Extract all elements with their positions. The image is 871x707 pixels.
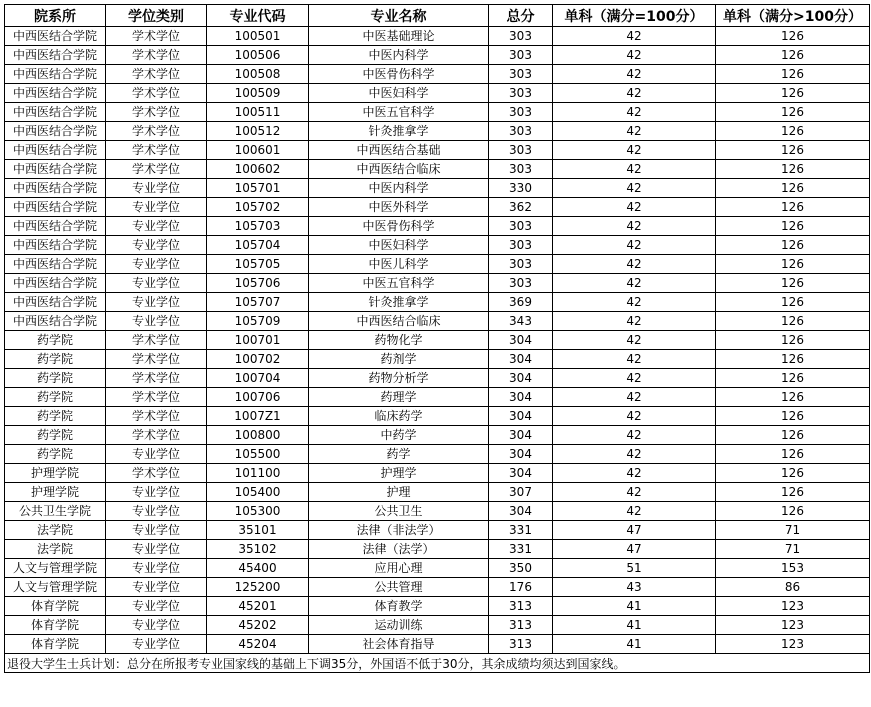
cell-degree-type: 学术学位	[106, 464, 207, 483]
cell-degree-type: 专业学位	[106, 559, 207, 578]
cell-degree-type: 专业学位	[106, 616, 207, 635]
cell-single-over-100: 126	[716, 502, 870, 521]
table-row	[5, 217, 870, 236]
cell-single-over-100: 71	[716, 540, 870, 559]
table-row	[5, 597, 870, 616]
cell-single-over-100: 126	[716, 445, 870, 464]
cell-major-code: 105703	[207, 217, 309, 236]
table-row	[5, 616, 870, 635]
cell-total-score: 304	[489, 445, 553, 464]
cell-total-score: 362	[489, 198, 553, 217]
table-row	[5, 179, 870, 198]
cell-degree-type: 学术学位	[106, 65, 207, 84]
cell-major-name: 药物分析学	[309, 369, 489, 388]
cell-department: 药学院	[5, 350, 106, 369]
cell-single-100: 42	[553, 255, 716, 274]
table-row	[5, 559, 870, 578]
cell-department: 人文与管理学院	[5, 578, 106, 597]
cell-single-over-100: 126	[716, 312, 870, 331]
cell-major-name: 中西医结合临床	[309, 160, 489, 179]
cell-major-code: 100601	[207, 141, 309, 160]
cell-single-over-100: 153	[716, 559, 870, 578]
cell-single-over-100: 126	[716, 141, 870, 160]
cell-major-name: 体育教学	[309, 597, 489, 616]
table-row	[5, 502, 870, 521]
cell-degree-type: 专业学位	[106, 540, 207, 559]
cell-single-over-100: 86	[716, 578, 870, 597]
cell-department: 人文与管理学院	[5, 559, 106, 578]
footnote: 退役大学生士兵计划：总分在所报考专业国家线的基础上下调35分，外国语不低于30分，其余成绩均须达到国家线。	[5, 654, 870, 673]
cell-total-score: 331	[489, 521, 553, 540]
table-row	[5, 103, 870, 122]
table-row	[5, 84, 870, 103]
cell-major-name: 药理学	[309, 388, 489, 407]
cell-degree-type: 专业学位	[106, 274, 207, 293]
cell-single-100: 42	[553, 122, 716, 141]
cell-major-code: 100501	[207, 27, 309, 46]
cell-degree-type: 专业学位	[106, 255, 207, 274]
cell-department: 中西医结合学院	[5, 217, 106, 236]
cell-single-over-100: 126	[716, 179, 870, 198]
cell-department: 中西医结合学院	[5, 179, 106, 198]
table-row	[5, 369, 870, 388]
cell-major-name: 药剂学	[309, 350, 489, 369]
cell-single-100: 42	[553, 179, 716, 198]
cell-total-score: 304	[489, 331, 553, 350]
cell-single-100: 47	[553, 521, 716, 540]
cell-total-score: 331	[489, 540, 553, 559]
cell-degree-type: 专业学位	[106, 502, 207, 521]
cell-department: 中西医结合学院	[5, 293, 106, 312]
cell-degree-type: 专业学位	[106, 293, 207, 312]
cell-single-100: 41	[553, 597, 716, 616]
cell-major-code: 100511	[207, 103, 309, 122]
cell-degree-type: 专业学位	[106, 483, 207, 502]
cell-major-code: 105702	[207, 198, 309, 217]
cell-degree-type: 学术学位	[106, 369, 207, 388]
cell-major-name: 中医妇科学	[309, 84, 489, 103]
cell-major-code: 45202	[207, 616, 309, 635]
cell-major-name: 药学	[309, 445, 489, 464]
table-row	[5, 46, 870, 65]
cell-major-code: 100512	[207, 122, 309, 141]
cell-single-over-100: 71	[716, 521, 870, 540]
table-row	[5, 445, 870, 464]
table-row	[5, 122, 870, 141]
cell-major-code: 105705	[207, 255, 309, 274]
cell-single-over-100: 126	[716, 198, 870, 217]
cell-major-name: 应用心理	[309, 559, 489, 578]
table-row	[5, 388, 870, 407]
cell-major-code: 100702	[207, 350, 309, 369]
cell-single-100: 42	[553, 103, 716, 122]
table-row	[5, 464, 870, 483]
cell-major-code: 105300	[207, 502, 309, 521]
cell-single-100: 42	[553, 198, 716, 217]
cell-total-score: 304	[489, 388, 553, 407]
cell-degree-type: 专业学位	[106, 236, 207, 255]
score-table-container	[4, 4, 869, 673]
cell-single-100: 42	[553, 369, 716, 388]
cell-single-100: 42	[553, 464, 716, 483]
cell-major-name: 中医儿科学	[309, 255, 489, 274]
cell-major-name: 运动训练	[309, 616, 489, 635]
cell-total-score: 303	[489, 103, 553, 122]
cell-single-100: 41	[553, 616, 716, 635]
cell-department: 药学院	[5, 407, 106, 426]
cell-total-score: 313	[489, 635, 553, 654]
cell-major-name: 中医骨伤科学	[309, 65, 489, 84]
cell-major-name: 法律（法学）	[309, 540, 489, 559]
cell-major-name: 公共管理	[309, 578, 489, 597]
cell-department: 公共卫生学院	[5, 502, 106, 521]
table-row	[5, 483, 870, 502]
cell-major-code: 100701	[207, 331, 309, 350]
cell-degree-type: 学术学位	[106, 160, 207, 179]
cell-single-100: 42	[553, 236, 716, 255]
cell-major-code: 100800	[207, 426, 309, 445]
table-row	[5, 331, 870, 350]
cell-major-code: 101100	[207, 464, 309, 483]
cell-total-score: 330	[489, 179, 553, 198]
cell-total-score: 350	[489, 559, 553, 578]
cell-department: 法学院	[5, 521, 106, 540]
cell-major-name: 中医内科学	[309, 179, 489, 198]
cell-single-100: 42	[553, 217, 716, 236]
cell-major-code: 105706	[207, 274, 309, 293]
cell-department: 体育学院	[5, 597, 106, 616]
cell-major-name: 中医五官科学	[309, 274, 489, 293]
cell-single-over-100: 126	[716, 274, 870, 293]
cell-total-score: 303	[489, 141, 553, 160]
cell-single-100: 42	[553, 160, 716, 179]
cell-department: 药学院	[5, 426, 106, 445]
cell-single-over-100: 123	[716, 597, 870, 616]
cell-single-100: 42	[553, 312, 716, 331]
table-header-row	[5, 5, 870, 27]
cell-department: 中西医结合学院	[5, 84, 106, 103]
cell-degree-type: 专业学位	[106, 521, 207, 540]
cell-degree-type: 学术学位	[106, 331, 207, 350]
cell-total-score: 343	[489, 312, 553, 331]
cell-degree-type: 学术学位	[106, 84, 207, 103]
cell-department: 药学院	[5, 388, 106, 407]
cell-single-100: 42	[553, 84, 716, 103]
header-major-name: 专业名称	[309, 5, 489, 27]
cell-total-score: 369	[489, 293, 553, 312]
cell-degree-type: 学术学位	[106, 407, 207, 426]
cell-department: 中西医结合学院	[5, 236, 106, 255]
cell-single-100: 42	[553, 350, 716, 369]
table-row	[5, 274, 870, 293]
cell-major-code: 45400	[207, 559, 309, 578]
table-row	[5, 293, 870, 312]
cell-single-100: 42	[553, 483, 716, 502]
cell-major-code: 45201	[207, 597, 309, 616]
cell-total-score: 304	[489, 369, 553, 388]
table-row	[5, 160, 870, 179]
cell-major-name: 护理学	[309, 464, 489, 483]
table-row	[5, 540, 870, 559]
cell-single-100: 42	[553, 388, 716, 407]
cell-major-name: 中西医结合基础	[309, 141, 489, 160]
cell-degree-type: 专业学位	[106, 217, 207, 236]
table-row	[5, 350, 870, 369]
cell-department: 中西医结合学院	[5, 141, 106, 160]
table-row	[5, 255, 870, 274]
cell-major-code: 105500	[207, 445, 309, 464]
cell-major-name: 中医妇科学	[309, 236, 489, 255]
table-row	[5, 521, 870, 540]
cell-total-score: 313	[489, 597, 553, 616]
cell-major-code: 125200	[207, 578, 309, 597]
cell-total-score: 303	[489, 122, 553, 141]
cell-single-over-100: 123	[716, 635, 870, 654]
cell-department: 药学院	[5, 331, 106, 350]
cell-department: 中西医结合学院	[5, 65, 106, 84]
cell-major-name: 药物化学	[309, 331, 489, 350]
cell-major-name: 护理	[309, 483, 489, 502]
cell-major-code: 1007Z1	[207, 407, 309, 426]
cell-total-score: 304	[489, 407, 553, 426]
table-body	[5, 27, 870, 654]
cell-degree-type: 专业学位	[106, 445, 207, 464]
cell-total-score: 303	[489, 160, 553, 179]
cell-degree-type: 专业学位	[106, 578, 207, 597]
cell-single-100: 42	[553, 445, 716, 464]
cell-single-100: 42	[553, 293, 716, 312]
cell-degree-type: 学术学位	[106, 426, 207, 445]
table-row	[5, 198, 870, 217]
cell-total-score: 313	[489, 616, 553, 635]
cell-major-code: 100508	[207, 65, 309, 84]
cell-major-name: 中医基础理论	[309, 27, 489, 46]
cell-single-100: 42	[553, 502, 716, 521]
cell-major-name: 中医骨伤科学	[309, 217, 489, 236]
cell-total-score: 303	[489, 217, 553, 236]
cell-department: 中西医结合学院	[5, 312, 106, 331]
cell-department: 中西医结合学院	[5, 122, 106, 141]
cell-department: 药学院	[5, 369, 106, 388]
cell-single-100: 42	[553, 426, 716, 445]
cell-degree-type: 学术学位	[106, 122, 207, 141]
cell-major-name: 中医外科学	[309, 198, 489, 217]
cell-single-100: 42	[553, 331, 716, 350]
header-major-code: 专业代码	[207, 5, 309, 27]
cell-major-name: 针灸推拿学	[309, 122, 489, 141]
cell-total-score: 304	[489, 464, 553, 483]
cell-major-code: 100509	[207, 84, 309, 103]
cell-major-code: 105704	[207, 236, 309, 255]
cell-department: 中西医结合学院	[5, 198, 106, 217]
cell-major-code: 100706	[207, 388, 309, 407]
cell-total-score: 303	[489, 46, 553, 65]
cell-total-score: 303	[489, 274, 553, 293]
table-row	[5, 407, 870, 426]
cell-single-over-100: 126	[716, 236, 870, 255]
cell-single-100: 47	[553, 540, 716, 559]
cell-total-score: 303	[489, 65, 553, 84]
header-degree-type: 学位类别	[106, 5, 207, 27]
score-table	[4, 4, 870, 673]
table-row	[5, 635, 870, 654]
cell-major-code: 105400	[207, 483, 309, 502]
cell-single-over-100: 126	[716, 331, 870, 350]
table-row	[5, 141, 870, 160]
cell-major-code: 35102	[207, 540, 309, 559]
cell-total-score: 303	[489, 84, 553, 103]
cell-department: 护理学院	[5, 483, 106, 502]
cell-degree-type: 专业学位	[106, 179, 207, 198]
cell-total-score: 176	[489, 578, 553, 597]
cell-single-100: 42	[553, 274, 716, 293]
table-row	[5, 426, 870, 445]
cell-major-code: 105709	[207, 312, 309, 331]
cell-single-over-100: 126	[716, 103, 870, 122]
cell-single-over-100: 126	[716, 369, 870, 388]
cell-major-name: 社会体育指导	[309, 635, 489, 654]
cell-single-over-100: 126	[716, 122, 870, 141]
cell-single-over-100: 126	[716, 217, 870, 236]
cell-department: 体育学院	[5, 616, 106, 635]
cell-single-100: 42	[553, 65, 716, 84]
cell-single-100: 42	[553, 46, 716, 65]
header-single-100: 单科（满分=100分）	[553, 5, 716, 27]
cell-major-name: 临床药学	[309, 407, 489, 426]
cell-single-over-100: 126	[716, 293, 870, 312]
cell-degree-type: 专业学位	[106, 312, 207, 331]
cell-major-name: 中药学	[309, 426, 489, 445]
cell-major-code: 100602	[207, 160, 309, 179]
cell-degree-type: 学术学位	[106, 27, 207, 46]
cell-major-code: 35101	[207, 521, 309, 540]
cell-major-name: 法律（非法学）	[309, 521, 489, 540]
cell-department: 中西医结合学院	[5, 103, 106, 122]
cell-single-over-100: 126	[716, 426, 870, 445]
cell-total-score: 307	[489, 483, 553, 502]
cell-major-name: 针灸推拿学	[309, 293, 489, 312]
cell-single-over-100: 126	[716, 27, 870, 46]
cell-total-score: 304	[489, 502, 553, 521]
cell-single-over-100: 126	[716, 65, 870, 84]
cell-department: 中西医结合学院	[5, 46, 106, 65]
cell-department: 中西医结合学院	[5, 27, 106, 46]
cell-single-over-100: 126	[716, 483, 870, 502]
cell-single-over-100: 126	[716, 84, 870, 103]
cell-total-score: 303	[489, 27, 553, 46]
cell-department: 中西医结合学院	[5, 160, 106, 179]
cell-major-code: 45204	[207, 635, 309, 654]
cell-degree-type: 学术学位	[106, 103, 207, 122]
cell-major-code: 105701	[207, 179, 309, 198]
cell-single-100: 43	[553, 578, 716, 597]
cell-major-code: 105707	[207, 293, 309, 312]
table-row	[5, 312, 870, 331]
cell-major-name: 中医五官科学	[309, 103, 489, 122]
cell-total-score: 303	[489, 255, 553, 274]
table-row	[5, 578, 870, 597]
cell-department: 护理学院	[5, 464, 106, 483]
cell-single-100: 51	[553, 559, 716, 578]
cell-department: 药学院	[5, 445, 106, 464]
cell-degree-type: 学术学位	[106, 141, 207, 160]
table-row	[5, 27, 870, 46]
cell-department: 体育学院	[5, 635, 106, 654]
cell-single-100: 42	[553, 141, 716, 160]
header-single-over-100: 单科（满分>100分）	[716, 5, 870, 27]
cell-single-over-100: 126	[716, 160, 870, 179]
cell-single-over-100: 126	[716, 350, 870, 369]
cell-single-100: 41	[553, 635, 716, 654]
table-row	[5, 65, 870, 84]
cell-department: 中西医结合学院	[5, 255, 106, 274]
cell-single-over-100: 123	[716, 616, 870, 635]
cell-degree-type: 学术学位	[106, 46, 207, 65]
cell-total-score: 304	[489, 426, 553, 445]
cell-department: 法学院	[5, 540, 106, 559]
cell-major-name: 公共卫生	[309, 502, 489, 521]
header-department: 院系所	[5, 5, 106, 27]
cell-major-name: 中医内科学	[309, 46, 489, 65]
cell-single-100: 42	[553, 27, 716, 46]
note-row	[5, 654, 870, 673]
cell-total-score: 303	[489, 236, 553, 255]
cell-degree-type: 学术学位	[106, 388, 207, 407]
cell-total-score: 304	[489, 350, 553, 369]
cell-single-over-100: 126	[716, 388, 870, 407]
cell-department: 中西医结合学院	[5, 274, 106, 293]
cell-degree-type: 专业学位	[106, 635, 207, 654]
cell-single-over-100: 126	[716, 46, 870, 65]
table-row	[5, 236, 870, 255]
cell-degree-type: 专业学位	[106, 198, 207, 217]
header-total-score: 总分	[489, 5, 553, 27]
cell-single-over-100: 126	[716, 255, 870, 274]
cell-major-code: 100704	[207, 369, 309, 388]
cell-single-100: 42	[553, 407, 716, 426]
cell-major-code: 100506	[207, 46, 309, 65]
cell-major-name: 中西医结合临床	[309, 312, 489, 331]
cell-degree-type: 学术学位	[106, 350, 207, 369]
cell-single-over-100: 126	[716, 464, 870, 483]
cell-degree-type: 专业学位	[106, 597, 207, 616]
cell-single-over-100: 126	[716, 407, 870, 426]
